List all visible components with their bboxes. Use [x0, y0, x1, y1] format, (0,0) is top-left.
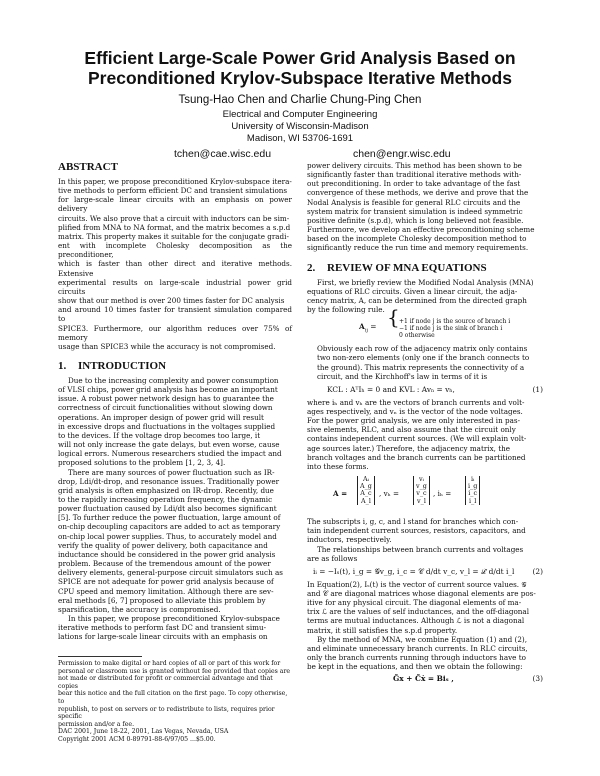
- text-line: show that our method is over 200 times faster for DC analysis: [58, 296, 285, 306]
- cases-list: [399, 318, 510, 339]
- matrix-entry: v_g: [416, 482, 427, 491]
- text-line: SPICE are not adequate for power grid analysis because of: [58, 577, 274, 587]
- partition-equations: [307, 471, 543, 517]
- equation-1-body: KCL : AᵀIₕ = 0 and KVL : Avₙ = vₕ,: [327, 384, 455, 394]
- text-line: age sources later.) Therefore, the adjacency matrix, the: [307, 443, 510, 453]
- text-line: power delivery circuits. This method has been shown to be: [307, 161, 522, 170]
- text-line: In Equation(2), Iₛ(t) is the vector of current source values. 𝒢: [307, 579, 527, 589]
- matrix-entry: v_c: [416, 489, 427, 498]
- review-paragraph-6: [307, 580, 543, 635]
- text-line: contains independent current sources. (We will explain volt-: [307, 434, 527, 444]
- text-line: There are many sources of power fluctuation such as IR-: [68, 467, 275, 477]
- text-line: out preconditioning. In order to take advantage of the fast: [307, 179, 521, 189]
- equation-2-body: iᵢ = −Iₛ(t), i_g = 𝒢v_g, i_c = 𝒞 d/dt v_c, v_l = ℒ d/dt i_l: [313, 566, 515, 576]
- text-line: The subscripts i, g, c, and l stand for branches which con-: [307, 517, 519, 527]
- text-line: permission and/or a fee.: [58, 720, 135, 728]
- text-line: usage than SPICE3 while the accuracy is not compromised.: [58, 341, 276, 351]
- case-sink: −1 if node j is the sink of branch i: [399, 325, 503, 333]
- text-line: problem. Because of the tremendous amount of the power: [58, 559, 271, 569]
- text-line: Copyright 2001 ACM 0-89791-88-6/97/05 ...$5.00.: [58, 735, 216, 743]
- text-line: for large-scale linear circuits with an emphasis on power delivery: [58, 195, 292, 214]
- text-line: itive for any physical circuit. The diagonal elements of ma-: [307, 598, 522, 608]
- text-line: In this paper, we propose preconditioned Krylov-subspace itera-: [58, 177, 292, 186]
- text-line: based on the incomplete Cholesky decomposition method to: [307, 234, 527, 244]
- right-column: [307, 161, 543, 684]
- text-line: plified from MNA to NA format, and the matrix becomes a s.p.d: [58, 222, 291, 232]
- text-line: inductors, respectively.: [307, 535, 392, 545]
- partition-i-label: , iₕ =: [433, 489, 452, 499]
- review-paragraph-2: [307, 344, 543, 381]
- text-line: logical errors. Numerous researchers studied the impact and: [58, 449, 282, 459]
- text-line: inductance should be considered in the power grid analysis: [58, 549, 276, 559]
- intro-paragraph-1: [58, 376, 292, 468]
- text-line: In this paper, we propose preconditioned Krylov-subspace: [68, 614, 280, 624]
- equation-2: [307, 566, 543, 577]
- text-line: lations for large-scale linear circuits with an emphasis on: [58, 632, 268, 642]
- text-line: significantly faster than traditional iterative methods with-: [307, 170, 522, 180]
- text-line: where iₕ and vₕ are the vectors of branch currents and volt-: [307, 397, 525, 407]
- text-line: tive methods to perform efficient DC and transient simulations: [58, 186, 288, 196]
- text-line: Due to the increasing complexity and power consumption: [68, 375, 279, 385]
- text-line: experimental results on large-scale industrial power grid circuits: [58, 277, 292, 296]
- affiliation-line-2: University of Wisconsin-Madison: [231, 121, 369, 132]
- affiliation-line-1: Electrical and Computer Engineering: [222, 109, 378, 120]
- affiliation-line-3: Madison, WI 53706-1691: [246, 133, 354, 144]
- text-line: iterative methods to perform fast DC and transient simu-: [58, 623, 267, 633]
- equation-3-number: (3): [532, 674, 543, 684]
- text-line: operations. An improper design of power grid will result: [58, 412, 264, 422]
- text-line: to the devices. If the voltage drop becomes too large, it: [58, 430, 261, 440]
- case-source: +1 if node j is the source of branch i: [399, 318, 511, 326]
- review-paragraph-7: [307, 635, 543, 672]
- text-line: By the method of MNA, we combine Equation (1) and (2),: [317, 634, 528, 644]
- text-line: which is faster than other direct and iterative methods. Extensive: [58, 259, 292, 278]
- text-line: proposed solutions to the problem [1, 2, 3, 4].: [58, 458, 226, 468]
- section-1-title: INTRODUCTION: [78, 359, 167, 372]
- partition-v-label: , vₕ =: [379, 489, 400, 499]
- text-line: For the power grid analysis, we are only interested in pas-: [307, 416, 521, 426]
- cases-brace: {: [387, 305, 400, 330]
- partition-A-matrix: [357, 476, 375, 505]
- permission-footnote: [58, 660, 294, 744]
- text-line: on-chip local power supplies. Thus, to accurately model and: [58, 531, 277, 541]
- partition-i-matrix: [465, 476, 480, 505]
- text-line: two non-zero elements (only one if the branch connects to: [317, 353, 530, 363]
- matrix-entry: A_g: [360, 482, 372, 491]
- text-line: to the rapidly increasing operation frequency, the dynamic: [58, 495, 273, 504]
- matrix-entry: vᵢ: [419, 475, 424, 484]
- text-line: trix ℒ are the values of self inductances, and the off-diagonal: [307, 607, 530, 617]
- equation-1: [307, 384, 543, 395]
- equation-2-number: (2): [532, 566, 543, 576]
- text-line: Obviously each row of the adjacency matrix only contains: [317, 344, 528, 354]
- text-line: by the following rule.: [307, 305, 385, 315]
- paper-title-line-1: Efficient Large-Scale Power Grid Analysis Based on: [84, 48, 516, 68]
- text-line: eral methods [6, 7] proposed to alleviate this problem by: [58, 595, 266, 605]
- intro-continued: [307, 161, 543, 253]
- intro-paragraph-2: [58, 468, 292, 615]
- abstract-body: [58, 177, 292, 351]
- section-2-title: REVIEW OF MNA EQUATIONS: [327, 261, 487, 274]
- author-names: Tsung-Hao Chen and Charlie Chung-Ping Chen: [178, 94, 422, 106]
- text-line: SPICE3. Furthermore, our algorithm reduces over 75% of memory: [58, 323, 292, 342]
- text-line: equations of RLC circuits. Given a linear circuit, the adja-: [307, 286, 518, 296]
- section-1-heading: [58, 360, 292, 373]
- partition-A-label: A =: [333, 489, 348, 499]
- aij-label: $A_{ij}$ =: [359, 322, 377, 334]
- equation-1-number: (1): [532, 384, 543, 394]
- matrix-entry: v_l: [417, 496, 426, 505]
- text-line: verify the quality of power delivery, both capacitance and: [58, 540, 268, 550]
- text-line: DAC 2001, June 18-22, 2001, Las Vegas, Nevada, USA: [58, 728, 229, 736]
- abstract-heading: ABSTRACT: [58, 161, 118, 173]
- section-2-heading: [307, 262, 543, 275]
- text-line: Furthermore, we develop an effective preconditioning scheme: [307, 225, 535, 235]
- text-line: tain independent current sources, resistors, capacitors, and: [307, 526, 526, 536]
- text-line: into these forms.: [307, 461, 369, 471]
- paper-title-line-2: Preconditioned Krylov-Subspace Iterative Methods: [88, 68, 512, 88]
- text-line: matrix. This property makes it suitable for the conjugate gradi-: [58, 231, 289, 241]
- text-line: First, we briefly review the Modified Nodal Analysis (MNA): [317, 277, 534, 287]
- footnote-divider: [58, 656, 142, 657]
- matrix-entry: A_c: [360, 489, 372, 498]
- equation-3-body: G̃x + C̃ẋ = Biₛ ,: [393, 674, 454, 684]
- text-line: on-chip decoupling capacitors are added to act as temporary: [58, 522, 281, 532]
- text-line: grid analysis is often emphasized on IR-drop. Recently, due: [58, 485, 274, 495]
- equation-3: [307, 673, 543, 684]
- text-line: The relationships between branch currents and voltages: [317, 544, 524, 554]
- intro-paragraph-3: [58, 614, 292, 641]
- text-line: in excessive drops and fluctuations in the voltages supplied: [58, 421, 276, 431]
- text-line: delivery elements, general-purpose circuit simulators such as: [58, 568, 283, 578]
- matrix-entry: i_c: [468, 489, 478, 498]
- review-paragraph-5: [307, 545, 543, 563]
- text-line: not made or distributed for profit or commercial advantage and that copies: [58, 675, 273, 690]
- matrix-entry: i_l: [469, 496, 477, 505]
- text-line: and 𝒞 are diagonal matrices whose diagonal elements are pos-: [307, 589, 536, 598]
- text-line: personal or classroom use is granted without fee provided that copies are: [58, 667, 291, 675]
- review-paragraph-3: [307, 398, 543, 471]
- text-line: issue. A robust power network design has to guarantee the: [58, 394, 274, 404]
- email-author-2[interactable]: chen@engr.wisc.edu: [353, 148, 451, 160]
- text-line: significantly reduce the run time and memory requirements.: [307, 243, 529, 253]
- matrix-entry: Aᵢ: [363, 475, 369, 484]
- text-line: bear this notice and the full citation on the first page. To copy otherwise, to: [58, 690, 288, 705]
- text-line: the ground). This matrix represents the connectivity of a: [317, 362, 525, 372]
- text-line: Nodal Analysis is feasible for general RLC circuits and the: [307, 197, 521, 207]
- text-line: ent with incomplete Cholesky decomposition as the preconditioner,: [58, 241, 292, 260]
- case-otherwise: 0 otherwise: [399, 332, 435, 340]
- text-line: of VLSI chips, power grid analysis has become an important: [58, 385, 278, 395]
- section-1-number: 1.: [58, 359, 67, 372]
- text-line: Permission to make digital or hard copies of all or part of this work for: [58, 660, 281, 667]
- text-line: positive definite (s.p.d), which is long believed not feasible.: [307, 215, 524, 225]
- review-paragraph-1: [307, 278, 543, 315]
- text-line: sive elements, RLC, and also assume that the circuit only: [307, 425, 516, 435]
- review-paragraph-4: [307, 517, 543, 544]
- text-line: branch voltages and the branch currents can be partitioned: [307, 452, 526, 462]
- email-author-1[interactable]: tchen@cae.wisc.edu: [174, 148, 272, 160]
- text-line: and eliminate unnecessary branch currents. In RLC circuits,: [307, 643, 528, 653]
- text-line: matrix, it still satisfies the s.p.d property.: [307, 625, 458, 635]
- text-line: terms are mutual inductances. Although ℒ is not a diagonal: [307, 616, 525, 626]
- text-line: be kept in the equations, and then we obtain the following:: [307, 662, 523, 672]
- text-line: drop, Ldi/dt-drop, and resonance issues. Traditionally power: [58, 476, 280, 486]
- text-line: convergence of these methods, we derive and prove that the: [307, 188, 529, 198]
- text-line: circuits. We also prove that a circuit with inductors can be sim-: [58, 213, 290, 223]
- matrix-entry: iᵢ: [471, 475, 475, 484]
- text-line: ages respectively, and vₙ is the vector of the node voltages.: [307, 406, 523, 416]
- matrix-entry: A_l: [361, 496, 371, 505]
- section-2-number: 2.: [307, 261, 316, 274]
- text-line: sparsification, the accuracy is compromised.: [58, 604, 221, 614]
- text-line: [5]. To further reduce the power fluctuation, large amount of: [58, 513, 281, 523]
- matrix-entry: i_g: [468, 482, 478, 491]
- text-line: power fluctuation caused by Ldi/dt also becomes significant: [58, 504, 277, 514]
- partition-v-matrix: [413, 476, 430, 505]
- left-column: [58, 161, 292, 642]
- text-line: circuit, and the Kirchhoff's law in terms of it is: [317, 371, 488, 381]
- text-line: system matrix for transient simulation is indeed symmetric: [307, 206, 523, 216]
- text-line: and around 10 times faster for transient simulation compared to: [58, 305, 292, 324]
- text-line: will not only increase the gate delays, but even worse, cause: [58, 440, 280, 450]
- text-line: correctness of circuit functionalities without slowing down: [58, 403, 273, 413]
- text-line: cency matrix, A, can be determined from the directed graph: [307, 295, 527, 305]
- text-line: only the branch currents running through inductors have to: [307, 653, 526, 663]
- text-line: are as follows: [307, 553, 358, 563]
- text-line: republish, to post on servers or to redistribute to lists, requires prior specific: [58, 705, 275, 721]
- text-line: CPU speed and memory limitation. Although there are sev-: [58, 586, 274, 596]
